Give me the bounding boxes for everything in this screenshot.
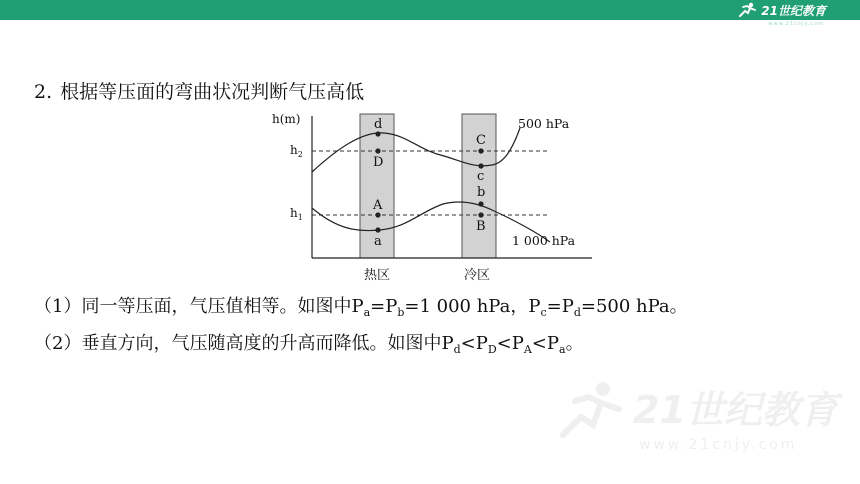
label-C: C	[476, 133, 486, 148]
label-b: b	[477, 185, 486, 200]
hot-zone-label: 热区	[364, 268, 391, 283]
y-axis-label: h(m)	[272, 112, 301, 126]
logo-text: 21世纪教育	[761, 3, 826, 18]
statement-1: （1）同一等压面，气压值相等。如图中$P_a=P_b=1$ 000 hPa，$P_c=P_d=500$ hPa。	[34, 296, 688, 319]
point-a	[375, 227, 380, 232]
heading-text: 根据等压面的弯曲状况判断气压高低	[60, 81, 365, 103]
point-c	[478, 163, 483, 168]
label-A: A	[373, 198, 383, 213]
point-d	[375, 131, 380, 136]
logo-url: www.21cnjy.com	[768, 21, 824, 27]
point-D	[375, 148, 380, 153]
cold-zone-label: 冷区	[464, 268, 491, 283]
pressure-surface-diagram	[268, 108, 598, 288]
point-A	[375, 212, 380, 217]
h1-label: $h_1$	[290, 206, 303, 222]
label-B: B	[476, 219, 486, 234]
header-bar	[0, 0, 860, 20]
point-B	[478, 212, 483, 217]
label-D: D	[373, 155, 384, 170]
heading-number: 2.	[34, 81, 53, 103]
label-d: d	[374, 117, 383, 132]
lower-surface-label: 1 000 hPa	[512, 233, 576, 248]
label-c: c	[477, 169, 485, 184]
statement-2: （2）垂直方向，气压随高度的升高而降低。如图中$P_d<P_D<P_A<P_a$。	[34, 333, 584, 356]
brand-logo	[737, 2, 826, 18]
point-b	[478, 201, 483, 206]
watermark-runner-icon	[563, 382, 619, 435]
upper-surface-label: 500 hPa	[518, 116, 570, 131]
section-heading	[34, 77, 364, 104]
watermark-url: www.21cnjy.com	[639, 437, 798, 453]
point-C	[478, 148, 483, 153]
h2-label: $h_2$	[290, 143, 303, 159]
watermark	[555, 375, 855, 465]
label-a: a	[374, 234, 382, 249]
watermark-text: 21世纪教育	[633, 388, 838, 432]
runner-icon	[737, 2, 759, 18]
